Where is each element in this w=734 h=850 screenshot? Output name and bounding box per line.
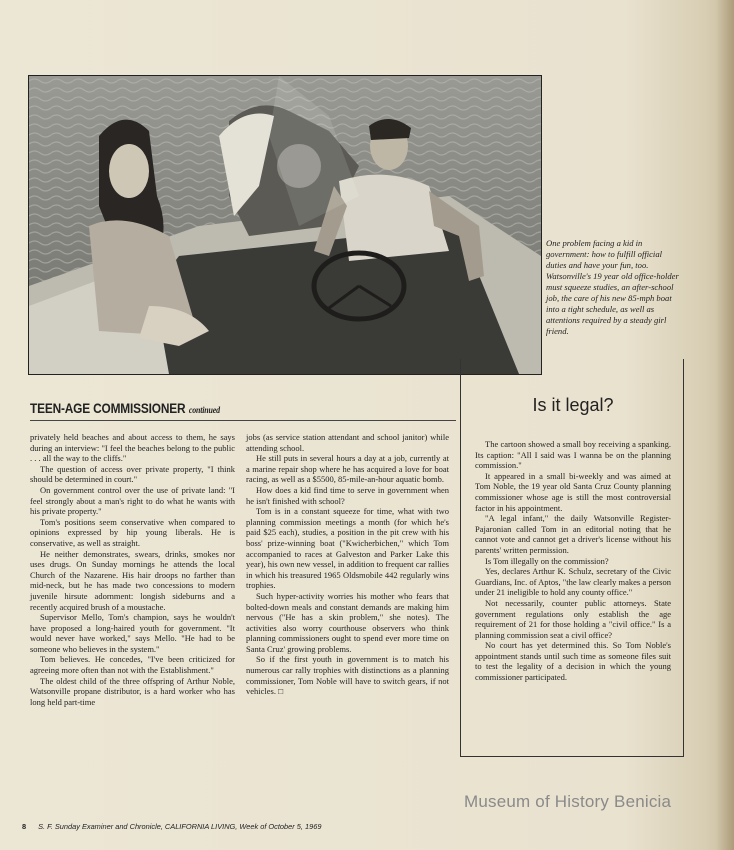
sidebar-paragraph: It appeared in a small bi-weekly and was aimed at Tom Noble, the 19 year old Santa Cruz County planning commissioner whose age is still the most controversial factor in his appointment. — [475, 470, 671, 513]
column1-paragraph: He neither demonstrates, swears, drinks, smokes nor uses drugs. On Sunday mornings he attends the local Church of the Nazarene. His hair droops no farther than mid-neck, but he has made two concessions to modern juvenile hirsute adornment: longish sideburns and a recently acquired brush of a moustache. — [30, 548, 235, 612]
page-number: 8 — [22, 822, 27, 831]
sidebar-paragraph: The cartoon showed a small boy receiving a spanking. Its caption: "All I said was I wanna be on the planning commission." — [475, 439, 671, 471]
sidebar-box — [460, 359, 684, 757]
boat-photo-illustration — [29, 76, 541, 374]
column2-paragraph: Such hyper-activity worries his mother who fears that bolted-down meals and constant demands are making him nervous ("He has a skin problem," she notes). The activities also worry courthouse observers who think planning commissioners ought to spend ever more time on Santa Cruz' growing problems. — [246, 590, 449, 654]
photo-couple-in-boat — [28, 75, 542, 375]
page-footer — [22, 822, 321, 831]
sidebar-title: Is it legal? — [532, 395, 614, 415]
sidebar-paragraph: No court has yet determined this. So Tom Noble's appointment stands until such time as someone files suit to test the legality of a decision in which the young commissioner participated. — [475, 640, 671, 683]
column1-paragraph: Tom believes. He concedes, "I've been criticized for agreeing more often than not with the Establishment." — [30, 654, 235, 676]
footer-publication: S. F. Sunday Examiner and Chronicle, CALIFORNIA LIVING, Week of October 5, 1969 — [38, 822, 322, 831]
sidebar-paragraph: Yes, declares Arthur K. Schulz, secretary of the Civic Guardians, Inc. of Aptos, "the law clearly makes a person under 21 ineligible to hold any county office." — [475, 566, 671, 598]
headline-continued: continued — [188, 405, 220, 415]
column2-paragraph: Tom is in a constant squeeze for time, what with two planning commission meetings a month (for which he's paid $25 each), studies, a position in the pit crew with his boss' prize-winning boat ("Kwicherbichen," which Tom accompanied to races at Galveston and Parker Lake this year), his own new vessel, in addition to frequent car rallies in which his treasured 1965 Oldsmobile 442 regularly wins trophies. — [246, 506, 449, 591]
column2-paragraph: jobs (as service station attendant and school janitor) while attending school. — [246, 432, 449, 453]
photo-caption: One problem facing a kid in government: how to fulfill official duties and have your fun, too. Watsonville's 19 year old office-holder must squeeze studies, an after-school job, the care of his new 85-mph boat into a tight schedule, as well as attentions required by a steady girl friend. — [546, 238, 679, 336]
sidebar-paragraph: "A legal infant," the daily Watsonville Register-Pajaronian called Tom in an editorial noting that he cannot vote and cannot get a driver's license without his parents' written permission. — [475, 513, 671, 555]
column1-paragraph: Supervisor Mello, Tom's champion, says he wouldn't have proposed a long-haired youth for government. "It would never have worked," says Mello. "He had to be someone who believes in the system." — [30, 612, 235, 654]
column1-paragraph: privately held beaches and about access to them, he says during an interview: "I feel the beaches belong to the public . . . all the way to the cliffs." — [30, 432, 235, 464]
article-headline — [30, 401, 220, 416]
column1-paragraph: On government control over the use of private land: "I feel strongly about a man's right to do what he wants with his private property." — [30, 484, 235, 517]
headline-title: TEEN-AGE COMMISSIONER — [30, 401, 186, 416]
article-column-1 — [30, 432, 235, 707]
column2-paragraph: How does a kid find time to serve in government when he isn't finished with school? — [246, 484, 449, 506]
column2-paragraph: He still puts in several hours a day at a job, currently at a marine repair shop where he has acquired a love for boat racing, as well as a $5500, 85-mile-an-hour aquatic bomb. — [246, 453, 449, 485]
column1-paragraph: The question of access over private property, "I think should be determined in court." — [30, 463, 235, 485]
column2-paragraph: So if the first youth in government is to match his numerous car rally trophies with distinctions as a planning commissioner, Tom Noble will have to switch gears, if not vehicles. □ — [246, 654, 449, 697]
sidebar-paragraph: Not necessarily, counter public attorneys. State government regulations only establish the age requirement of 21 for those holding a "civil office." Is a planning commission seat a civil office? — [475, 597, 671, 640]
column1-paragraph: Tom's positions seem conservative when compared to opinions expressed by hip young liberals. He is conservative, as well as straight. — [30, 516, 235, 548]
article-column-2 — [246, 432, 449, 697]
sidebar-body — [475, 439, 671, 683]
headline-rule — [30, 420, 456, 421]
sidebar-paragraph: Is Tom illegally on the commission? — [485, 555, 609, 566]
museum-watermark: Museum of History Benicia — [464, 792, 672, 811]
column1-paragraph: The oldest child of the three offspring of Arthur Noble, Watsonville propane distributor, is a hard worker who has long held part-time — [30, 675, 235, 707]
